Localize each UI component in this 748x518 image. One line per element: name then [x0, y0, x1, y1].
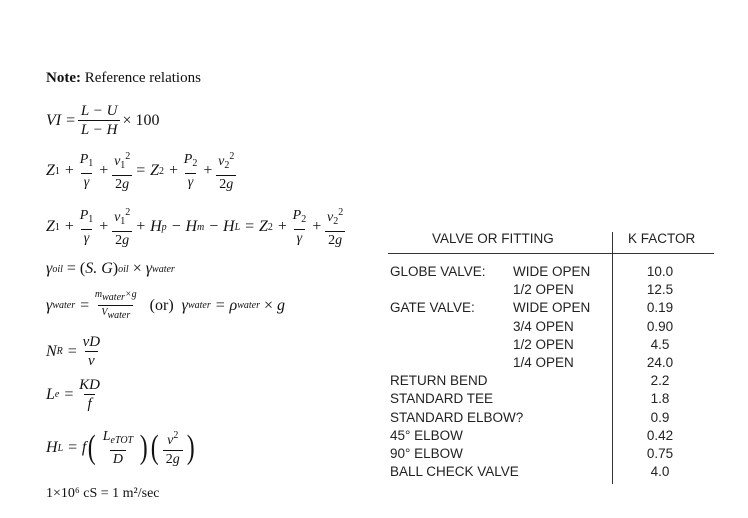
- table-row-fitting: RETURN BEND: [390, 373, 488, 388]
- table-row-fitting: STANDARD TEE: [390, 391, 494, 406]
- viscosity-index-equation: VI = $\frac{L - U}{L - H}$ × 100: [46, 103, 160, 138]
- header-k-factor: K FACTOR: [628, 231, 696, 246]
- table-row-fitting: STANDARD ELBOW?: [390, 410, 524, 425]
- equivalent-length-equation: L e = $\frac{KD}{f}$: [46, 377, 100, 412]
- table-row-k-factor: 24.0: [646, 355, 674, 370]
- table-row-k-factor: 0.75: [646, 446, 674, 461]
- table-row-k-factor: 0.9: [650, 410, 670, 425]
- table-row-k-factor: 2.2: [650, 373, 670, 388]
- table-row-k-factor: 0.42: [646, 428, 674, 443]
- table-row-k-factor: 4.0: [650, 464, 670, 479]
- table-row-k-factor: 12.5: [646, 282, 674, 297]
- bernoulli-equation: Z 1 + $\frac{P_1}{\gamma}$ + $\frac{v_1^2}{2g}$ = Z 2 + $\frac{P_2}{\gamma}$ + $\frac{v_2^2}{2g}$: [46, 151, 235, 192]
- specific-weight-oil-equation: γ oil = ( S. G ) oil × γ water: [46, 260, 175, 277]
- table-row-opening: 1/2 OPEN: [513, 282, 574, 297]
- column-divider: [612, 232, 613, 484]
- table-row-opening: 1/2 OPEN: [513, 337, 574, 352]
- table-row-k-factor: 1.8: [650, 391, 670, 406]
- table-row-fitting: 45° ELBOW: [390, 428, 463, 443]
- table-row-k-factor: 0.19: [646, 300, 674, 315]
- table-row-fitting: GATE VALVE:: [390, 300, 475, 315]
- reynolds-number-equation: N R = $\frac{vD}{\nu}$: [46, 334, 101, 369]
- header-valve-or-fitting: VALVE OR FITTING: [432, 231, 554, 246]
- header-divider: [388, 253, 714, 254]
- note-heading: [46, 70, 201, 87]
- note-label: Note:: [46, 70, 81, 86]
- note-text: Reference relations: [80, 70, 201, 86]
- specific-weight-water-equation: γ water = $\frac{m_{water}\times g}{V_{water}}$ (or) γ water = ρ water × g: [46, 289, 286, 321]
- table-row-k-factor: 4.5: [650, 337, 670, 352]
- table-row-opening: WIDE OPEN: [513, 300, 591, 315]
- table-row-k-factor: 10.0: [646, 264, 674, 279]
- energy-equation: Z 1 + $\frac{P_1}{\gamma}$ + $\frac{v_1^2}{2g}$ + H p − H m − H L = Z 2 + $\frac{P_2}{\gamma}$ + $\frac{v_2^2}{2g}$: [46, 207, 344, 248]
- table-row-fitting: GLOBE VALVE:: [390, 264, 486, 279]
- table-row-opening: 3/4 OPEN: [513, 319, 574, 334]
- head-loss-equation: H L = f ( $\frac{L_{eTOT}}{D}$ ) ( $\frac{v^2}{2g}$ ): [46, 428, 195, 467]
- table-row-opening: WIDE OPEN: [513, 264, 591, 279]
- table-row-fitting: BALL CHECK VALVE: [390, 464, 519, 479]
- viscosity-conversion: 1×10⁶ cS = 1 m²/sec: [46, 486, 160, 501]
- table-row-fitting: 90° ELBOW: [390, 446, 463, 461]
- table-row-opening: 1/4 OPEN: [513, 355, 574, 370]
- table-row-k-factor: 0.90: [646, 319, 674, 334]
